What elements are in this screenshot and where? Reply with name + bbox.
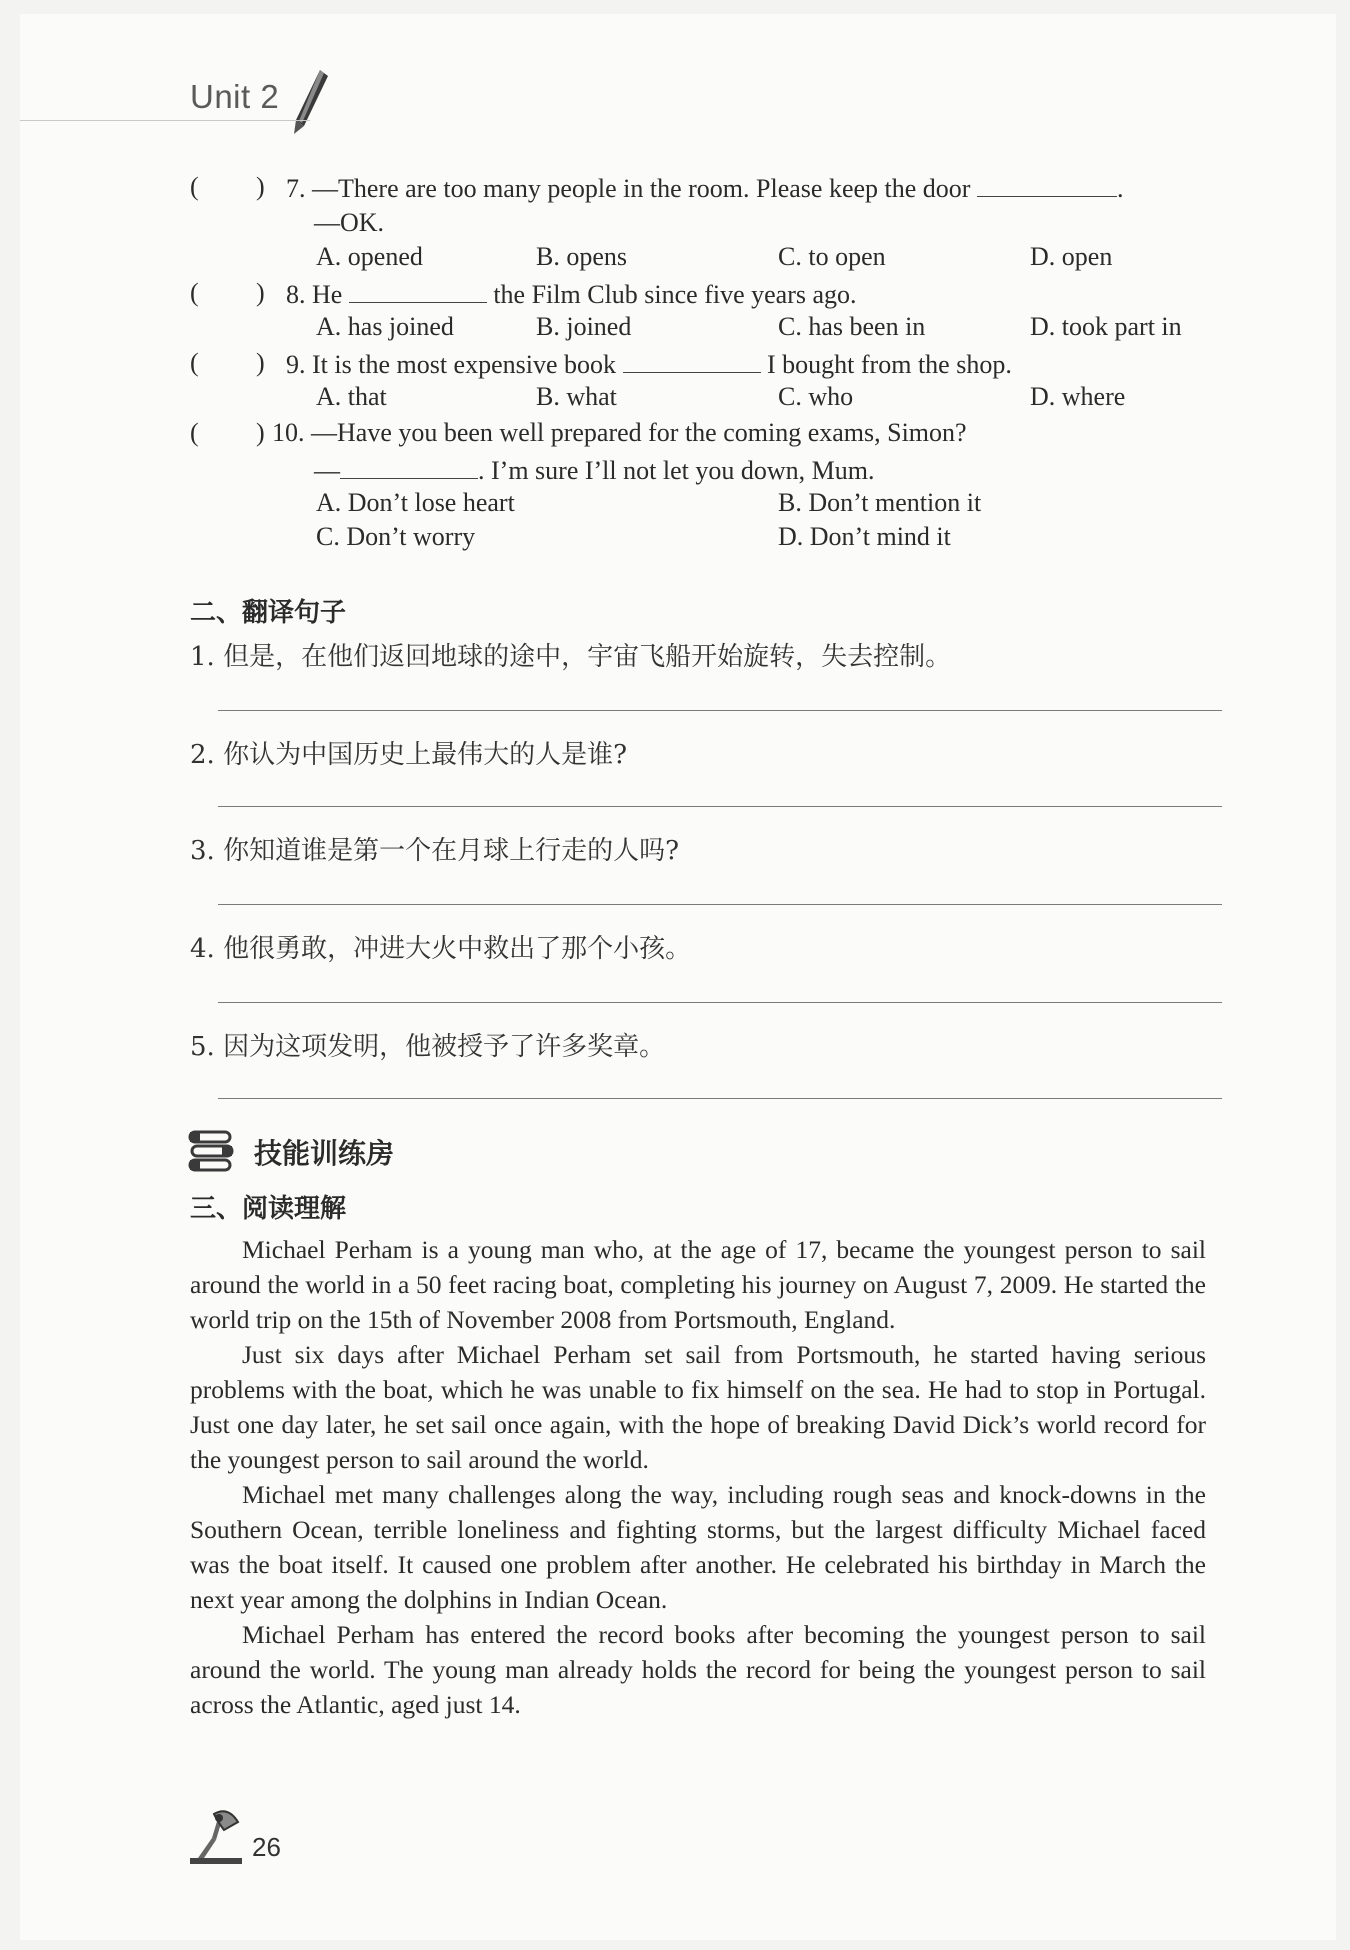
answer-line[interactable]	[218, 710, 1222, 711]
question-number: 8.	[286, 280, 306, 309]
question-reply: —OK.	[314, 208, 385, 237]
answer-line[interactable]	[218, 806, 1222, 807]
translation-item-5: 5. 因为这项发明，他被授予了许多奖章。	[190, 1032, 666, 1062]
skills-title: 技能训练房	[254, 1137, 395, 1170]
option-c: C. Don’t worry	[316, 522, 476, 551]
translation-item-1: 1. 但是，在他们返回地球的途中，宇宙飞船开始旋转，失去控制。	[190, 642, 952, 672]
option-b: B. Don’t mention it	[778, 488, 982, 517]
translation-item-3: 3. 你知道谁是第一个在月球上行走的人吗?	[190, 836, 680, 866]
answer-paren-close: )	[256, 348, 265, 377]
question-number: 7.	[286, 174, 306, 203]
question-stem-end: .	[1116, 174, 1124, 203]
desk-lamp-icon	[188, 1808, 244, 1866]
translation-item-2: 2. 你认为中国历史上最伟大的人是谁?	[190, 740, 628, 770]
answer-blank	[349, 276, 487, 303]
reading-passage	[190, 1232, 1206, 1722]
question-8	[286, 276, 857, 312]
question-stem: He	[312, 280, 343, 309]
answer-paren-close: )	[256, 278, 265, 307]
answer-paren-open: (	[190, 172, 199, 201]
option-c: C. who	[778, 382, 854, 411]
question-stem-end: the Film Club since five years ago.	[493, 280, 857, 309]
option-d: D. Don’t mind it	[778, 522, 951, 551]
question-stem-end: I bought from the shop.	[767, 350, 1012, 379]
question-10	[272, 416, 967, 450]
section-title-translation: 二、翻译句子	[190, 598, 347, 628]
option-a: A. that	[316, 382, 387, 411]
pen-icon	[290, 68, 330, 136]
passage-paragraph: Just six days after Michael Perham set sail from Portsmouth, he started having serious problems with the boat, which he was unable to fix himself on the sea. He had to stop in Portugal. Just one day later, he set sail once again, with the hope of breaking David Dick’s world record for the youngest person to sail around the world.	[190, 1340, 1206, 1474]
passage-paragraph: Michael met many challenges along the way, including rough seas and knock-downs in the Southern Ocean, terrible loneliness and fighting storms, but the largest difficulty Michael faced was the boat itself. It caused one problem after another. He celebrated his birthday in March the next year among the dolphins in Indian Ocean.	[190, 1480, 1206, 1614]
option-b: B. joined	[536, 312, 632, 341]
reply-dash: —	[314, 456, 340, 485]
passage-paragraph: Michael Perham is a young man who, at the age of 17, became the youngest person to sail around the world in a 50 feet racing boat, completing his journey on August 7, 2009. He started the world trip on the 15th of November 2008 from Portsmouth, England.	[190, 1235, 1206, 1334]
passage-paragraph: Michael Perham has entered the record books after becoming the youngest person to sail around the world. The young man already holds the record for being the youngest person to sail across the Atlantic, aged just 14.	[190, 1620, 1206, 1719]
option-d: D. took part in	[1030, 312, 1182, 341]
question-9	[286, 346, 1012, 382]
answer-paren-open: (	[190, 278, 199, 307]
answer-paren-open: (	[190, 418, 199, 447]
question-stem: It is the most expensive book	[312, 350, 617, 379]
question-number: 10.	[272, 418, 305, 447]
reply-rest: . I’m sure I’ll not let you down, Mum.	[478, 456, 875, 485]
books-stack-icon	[188, 1130, 234, 1174]
unit-label: Unit 2	[190, 78, 280, 115]
header-rule	[20, 120, 310, 121]
answer-blank	[623, 346, 761, 373]
option-d: D. open	[1030, 242, 1113, 271]
page-number: 26	[252, 1832, 281, 1862]
answer-paren-close: )	[256, 172, 265, 201]
option-a: A. has joined	[316, 312, 454, 341]
question-reply	[314, 452, 874, 488]
translation-item-4: 4. 他很勇敢，冲进大火中救出了那个小孩。	[190, 934, 692, 964]
answer-blank	[340, 452, 478, 479]
question-stem: —Have you been well prepared for the coming exams, Simon?	[311, 418, 967, 447]
question-7	[286, 170, 1123, 206]
answer-paren-open: (	[190, 348, 199, 377]
option-c: C. has been in	[778, 312, 926, 341]
section-title-reading: 三、阅读理解	[190, 1194, 347, 1224]
option-b: B. what	[536, 382, 617, 411]
question-number: 9.	[286, 350, 306, 379]
question-stem: —There are too many people in the room. Please keep the door	[312, 174, 971, 203]
option-a: A. opened	[316, 242, 423, 271]
option-d: D. where	[1030, 382, 1126, 411]
answer-line[interactable]	[218, 904, 1222, 905]
option-c: C. to open	[778, 242, 886, 271]
answer-line[interactable]	[218, 1002, 1222, 1003]
answer-line[interactable]	[218, 1098, 1222, 1099]
answer-blank	[977, 170, 1117, 197]
option-b: B. opens	[536, 242, 627, 271]
option-a: A. Don’t lose heart	[316, 488, 515, 517]
answer-paren-close: )	[256, 418, 265, 447]
